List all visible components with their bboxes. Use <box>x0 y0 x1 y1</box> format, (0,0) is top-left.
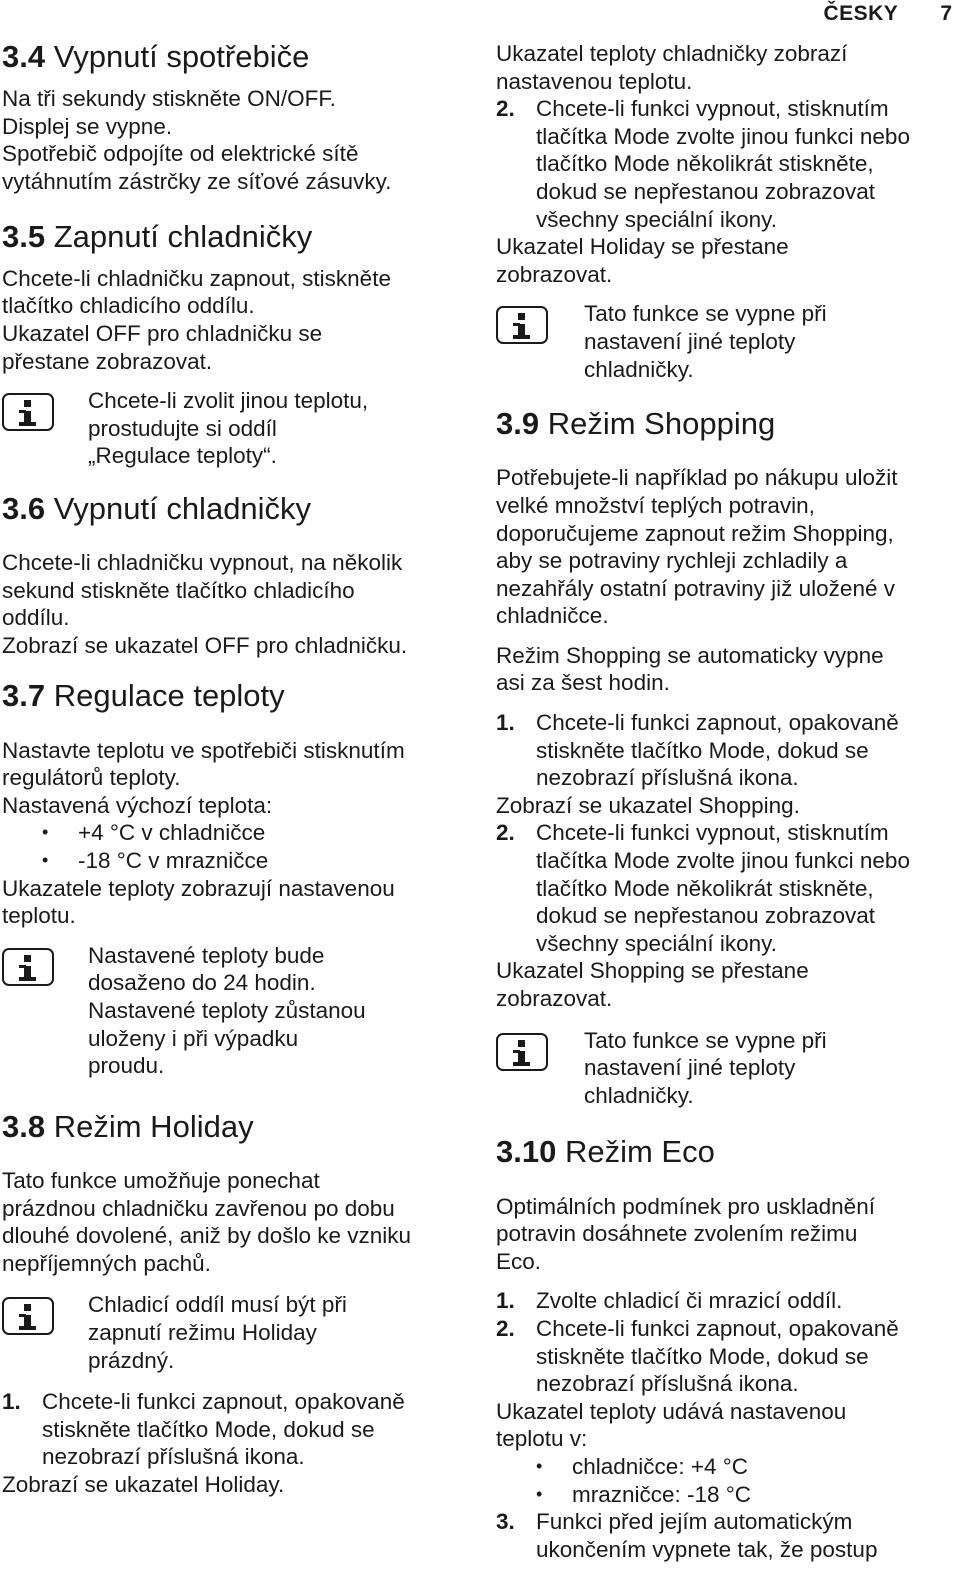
step-line: Chcete-li funkci zapnout, opakovaně <box>536 1315 899 1341</box>
info-note <box>496 300 958 383</box>
paragraph-line: aby se potraviny rychleji zchladily a <box>496 548 848 574</box>
section-title: Režim Holiday <box>53 1108 254 1144</box>
section-number: 3.8 <box>2 1108 46 1144</box>
section-title: Vypnutí chladničky <box>53 490 312 526</box>
step-list <box>496 95 958 233</box>
section-heading <box>496 1133 958 1170</box>
step-line: všechny speciální ikony. <box>536 930 777 956</box>
step-line: tlačítko Mode několikrát stiskněte, <box>536 151 874 177</box>
page-number: 7 <box>940 2 952 25</box>
paragraph-line: tlačítko chladicího oddílu. <box>2 293 255 319</box>
paragraph-line: asi za šest hodin. <box>496 670 670 696</box>
bullet-list <box>2 819 457 874</box>
step-item <box>496 819 958 957</box>
info-icon <box>2 948 54 986</box>
bullet-list <box>496 1453 958 1508</box>
step-number: 2. <box>496 96 515 122</box>
step-list <box>496 1508 958 1563</box>
step-list <box>496 819 958 957</box>
paragraph-line: Nastavená výchozí teplota: <box>2 792 273 818</box>
note-line: Nastavené teploty zůstanou <box>88 998 366 1023</box>
paragraph-line: velké množství teplých potravin, <box>496 492 815 518</box>
section-3-9 <box>496 405 958 1109</box>
step-number: 1. <box>496 710 515 736</box>
step-line: stiskněte tlačítko Mode, dokud se <box>42 1416 375 1442</box>
section-number: 3.4 <box>2 39 46 74</box>
paragraph-line: oddílu. <box>2 605 70 631</box>
paragraph-line: Ukazatel OFF pro chladničku se <box>2 320 323 346</box>
note-line: „Regulace teploty“. <box>88 443 277 469</box>
step-number: 1. <box>496 1288 515 1314</box>
note-line: zapnutí režimu Holiday <box>88 1319 317 1345</box>
paragraph-line: nepříjemných pachů. <box>2 1250 211 1276</box>
section-3-5 <box>2 218 457 470</box>
info-icon <box>496 1033 548 1071</box>
page-header <box>823 2 952 26</box>
paragraph-line: zobrazovat. <box>496 261 613 287</box>
paragraph-line: doporučujeme zapnout režim Shopping, <box>496 520 894 546</box>
step-line: Zvolte chladicí či mrazicí oddíl. <box>536 1288 843 1314</box>
step-line: Funkci před jejím automatickým <box>536 1509 853 1535</box>
info-icon <box>496 306 548 344</box>
step-line: tlačítka Mode zvolte jinou funkci nebo <box>536 848 910 874</box>
step-line: nezobrazí příslušná ikona. <box>536 1371 799 1397</box>
step-line: nezobrazí příslušná ikona. <box>536 765 799 791</box>
paragraph-line: přestane zobrazovat. <box>2 348 213 374</box>
paragraph-line: Ukazatel Shopping se přestane <box>496 958 809 984</box>
note-line: uloženy i při výpadku <box>88 1025 299 1051</box>
section-3-4 <box>2 38 457 196</box>
info-note <box>2 1291 457 1374</box>
left-column <box>2 38 457 1499</box>
info-note <box>496 1027 958 1110</box>
section-title: Zapnutí chladničky <box>53 218 313 254</box>
note-line: prázdný. <box>88 1347 175 1373</box>
section-title: Režim Shopping <box>547 406 776 442</box>
list-item: • -18 °C v mrazničce <box>2 847 457 875</box>
paragraph-line: Ukazatele teploty zobrazují nastavenou <box>2 875 395 901</box>
section-heading <box>2 1108 457 1145</box>
section-3-6 <box>2 490 457 660</box>
step-item <box>496 709 958 792</box>
step-line: Chcete-li funkci vypnout, stisknutím <box>536 820 889 846</box>
step-line: tlačítka Mode zvolte jinou funkci nebo <box>536 123 910 149</box>
paragraph-line: zobrazovat. <box>496 986 613 1011</box>
section-heading <box>2 218 457 255</box>
paragraph-line: prázdnou chladničku zavřenou po dobu <box>2 1195 395 1221</box>
step-list <box>496 709 958 792</box>
paragraph-line: Ukazatel Holiday se přestane <box>496 234 789 260</box>
step-line: nezobrazí příslušná ikona. <box>42 1444 305 1470</box>
note-line: Chladicí oddíl musí být při <box>88 1292 347 1318</box>
right-column <box>496 40 958 1563</box>
paragraph-line: vytáhnutím zástrčky ze síťové zásuvky. <box>2 168 392 194</box>
section-number: 3.7 <box>2 678 46 714</box>
section-heading <box>2 677 457 714</box>
step-number: 2. <box>496 820 515 846</box>
paragraph-line: Optimálních podmínek pro uskladnění <box>496 1193 875 1219</box>
note-line: Tato funkce se vypne při <box>584 301 827 327</box>
section-3-8-continued <box>496 40 958 383</box>
note-line: chladničky. <box>584 356 694 382</box>
note-line: dosaženo do 24 hodin. <box>88 970 316 996</box>
language-label: ČESKY <box>823 2 899 25</box>
note-line: Chcete-li zvolit jinou teplotu, <box>88 388 369 414</box>
note-line: proudu. <box>88 1053 165 1079</box>
section-number: 3.10 <box>496 1134 557 1170</box>
step-list <box>2 1388 457 1471</box>
step-line: ukončením vypnete tak, že postup <box>536 1536 878 1562</box>
paragraph-line: teplotu v: <box>496 1426 588 1452</box>
step-number: 2. <box>496 1315 515 1341</box>
paragraph-line: regulátorů teploty. <box>2 765 181 791</box>
paragraph-line: potravin dosáhnete zvolením režimu <box>496 1221 858 1247</box>
note-line: chladničky. <box>584 1082 694 1108</box>
section-number: 3.6 <box>2 490 46 526</box>
paragraph-line: Na tři sekundy stiskněte ON/OFF. <box>2 86 336 112</box>
section-3-8 <box>2 1108 457 1499</box>
step-item <box>496 1287 958 1315</box>
step-item <box>2 1388 457 1471</box>
step-line: tlačítko Mode několikrát stiskněte, <box>536 875 874 901</box>
note-line: Nastavené teploty bude <box>88 942 325 968</box>
paragraph-line: nezahřály ostatní potraviny již uložené v <box>496 575 895 601</box>
paragraph-line: Spotřebič odpojíte od elektrické sítě <box>2 141 359 167</box>
paragraph-line: Zobrazí se ukazatel Shopping. <box>496 792 800 818</box>
step-line: dokud se nepřestanou zobrazovat <box>536 178 875 204</box>
paragraph-line: Režim Shopping se automaticky vypne <box>496 642 884 668</box>
paragraph-line: teplotu. <box>2 903 76 929</box>
section-title: Regulace teploty <box>53 678 285 714</box>
note-line: nastavení jiné teploty <box>584 328 796 354</box>
step-item <box>496 95 958 233</box>
step-list <box>496 1287 958 1397</box>
list-item: • mrazničce: -18 °C <box>496 1481 958 1509</box>
note-line: Tato funkce se vypne při <box>584 1027 827 1053</box>
paragraph-line: Potřebujete-li například po nákupu uložit <box>496 465 898 491</box>
paragraph-line: Chcete-li chladničku zapnout, stiskněte <box>2 265 391 291</box>
section-heading <box>2 490 457 527</box>
step-line: Chcete-li funkci zapnout, opakovaně <box>536 710 899 736</box>
info-note <box>2 387 457 470</box>
step-item <box>496 1508 958 1563</box>
paragraph-line: Chcete-li chladničku vypnout, na několik <box>2 550 403 576</box>
paragraph-line: Displej se vypne. <box>2 113 173 139</box>
section-number: 3.9 <box>496 406 540 442</box>
step-line: dokud se nepřestanou zobrazovat <box>536 903 875 929</box>
note-line: prostudujte si oddíl <box>88 415 277 441</box>
paragraph-line: nastavenou teplotu. <box>496 68 693 94</box>
step-number: 3. <box>496 1509 515 1535</box>
paragraph-line: Nastavte teplotu ve spotřebiči stisknutím <box>2 737 405 763</box>
paragraph-line: chladničce. <box>496 603 609 629</box>
paragraph-line: Tato funkce umožňuje ponechat <box>2 1167 320 1193</box>
section-3-10 <box>496 1133 958 1563</box>
step-number: 1. <box>2 1389 21 1415</box>
section-title: Vypnutí spotřebiče <box>53 39 310 74</box>
paragraph-line: Zobrazí se ukazatel Holiday. <box>2 1471 285 1497</box>
list-item: • chladničce: +4 °C <box>496 1453 958 1481</box>
step-line: Chcete-li funkci zapnout, opakovaně <box>42 1389 405 1415</box>
paragraph-line: Ukazatel teploty chladničky zobrazí <box>496 41 848 66</box>
section-number: 3.5 <box>2 218 46 254</box>
info-note <box>2 942 457 1080</box>
note-line: nastavení jiné teploty <box>584 1055 796 1081</box>
paragraph-line: Ukazatel teploty udává nastavenou <box>496 1398 847 1424</box>
paragraph-line: Eco. <box>496 1248 542 1274</box>
paragraph-line: sekund stiskněte tlačítko chladicího <box>2 577 355 603</box>
section-title: Režim Eco <box>564 1134 715 1170</box>
step-line: Chcete-li funkci vypnout, stisknutím <box>536 96 889 122</box>
section-heading <box>496 405 958 442</box>
paragraph-line: dlouhé dovolené, aniž by došlo ke vzniku <box>2 1223 412 1249</box>
info-icon <box>2 1297 54 1335</box>
section-heading <box>2 38 457 75</box>
list-item: • +4 °C v chladničce <box>2 819 457 847</box>
step-line: stiskněte tlačítko Mode, dokud se <box>536 737 869 763</box>
step-item <box>496 1315 958 1398</box>
paragraph-line: Zobrazí se ukazatel OFF pro chladničku. <box>2 632 408 658</box>
step-line: všechny speciální ikony. <box>536 206 777 232</box>
step-line: stiskněte tlačítko Mode, dokud se <box>536 1343 869 1369</box>
section-3-7 <box>2 677 457 1079</box>
info-icon <box>2 393 54 431</box>
